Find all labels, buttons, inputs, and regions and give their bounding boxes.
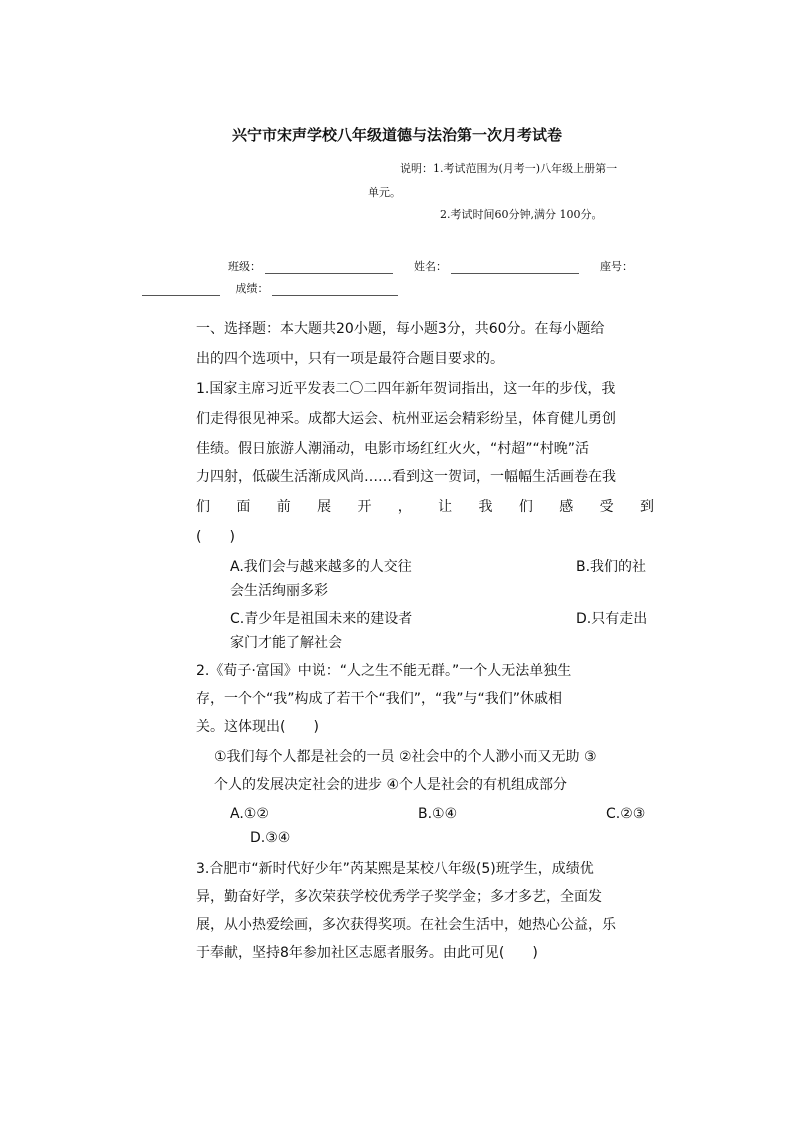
- q1-word: 们: [518, 499, 533, 515]
- class-label: 班级：: [228, 260, 261, 273]
- name-label: 姓名：: [414, 260, 447, 273]
- class-blank[interactable]: [265, 261, 393, 274]
- seat-blank[interactable]: [142, 283, 220, 296]
- name-blank[interactable]: [451, 261, 579, 274]
- q1-option-d[interactable]: D.只有走出: [576, 611, 648, 627]
- q1-word: 开: [357, 499, 372, 515]
- q1-line2: 们走得很见神采。成都大运会、杭州亚运会精彩纷呈，体育健儿勇创: [196, 411, 616, 427]
- q2-option-c[interactable]: C.②③: [606, 806, 646, 822]
- q1-word: 展: [317, 499, 332, 515]
- q2-statement-line2: 个人的发展决定社会的进步 ④个人是社会的有机组成部分: [214, 777, 567, 793]
- q1-word: 面: [236, 499, 251, 515]
- q2-line3: 关。这体现出( ): [196, 719, 319, 735]
- seat-label: 座号：: [600, 260, 633, 273]
- student-info-row2: [142, 280, 398, 296]
- q1-option-b-cont: 会生活绚丽多彩: [230, 583, 328, 599]
- q1-word: 感: [559, 499, 574, 515]
- q1-option-c[interactable]: C.青少年是祖国未来的建设者: [230, 611, 413, 627]
- section-heading-line1: 一、选择题：本大题共20小题，每小题3分，共60分。在每小题给: [196, 321, 605, 337]
- q1-word: 让: [438, 499, 453, 515]
- section-heading-line2: 出的四个选项中，只有一项是最符合题目要求的。: [196, 351, 504, 367]
- q2-line1: 2.《荀子·富国》中说：“人之生不能无群。”一个人无法单独生: [196, 663, 572, 679]
- q1-option-b[interactable]: B.我们的社: [576, 559, 647, 575]
- q1-line1: 1.国家主席习近平发表二〇二四年新年贺词指出，这一年的步伐，我: [196, 381, 616, 397]
- exam-title: 兴宁市宋声学校八年级道德与法治第一次月考试卷: [231, 126, 562, 144]
- q3-line4: 于奉献，坚持8年参加社区志愿者服务。由此可见( ): [196, 945, 538, 961]
- q1-word: 我: [478, 499, 493, 515]
- q3-line2: 异，勤奋好学，多次荣获学校优秀学子奖学金；多才多艺，全面发: [196, 889, 602, 905]
- q1-line4: 力四射，低碳生活渐成风尚……看到这一贺词，一幅幅生活画卷在我: [196, 469, 616, 485]
- q1-word: 们: [196, 499, 210, 515]
- q3-line3: 展，从小热爱绘画，多次获得奖项。在社会生活中，她热心公益，乐: [196, 917, 616, 933]
- q2-option-b[interactable]: B.①④: [418, 806, 458, 822]
- score-blank[interactable]: [272, 283, 398, 296]
- q1-option-d-cont: 家门才能了解社会: [230, 635, 342, 651]
- q1-word: 到: [639, 499, 654, 515]
- q3-line1: 3.合肥市“新时代好少年”芮某熙是某校八年级(5)班学生，成绩优: [196, 861, 594, 877]
- exam-note-line3: 2.考试时间60分钟,满分 100分。: [440, 208, 603, 221]
- q2-statement-line1: ①我们每个人都是社会的一员 ②社会中的个人渺小而又无助 ③: [214, 749, 597, 765]
- q1-answer-paren: ( ): [196, 529, 235, 545]
- q1-word: 受: [599, 499, 614, 515]
- q2-line2: 存，一个个“我”构成了若干个“我们”，“我”与“我们”休戚相: [196, 691, 563, 707]
- score-label: 成绩：: [235, 282, 269, 295]
- q2-option-a[interactable]: A.①②: [230, 806, 269, 822]
- exam-note-line1: 说明：1.考试范围为(月考一)八年级上册第一: [400, 162, 618, 175]
- q1-line3: 佳绩。假日旅游人潮涌动，电影市场红红火火，“村超”“村晚”活: [196, 441, 590, 457]
- q1-line5: [196, 496, 654, 516]
- q1-option-a[interactable]: A.我们会与越来越多的人交往: [230, 559, 412, 575]
- q1-word: ，: [397, 499, 412, 515]
- student-info-row1: [228, 258, 633, 274]
- q1-word: 前: [276, 499, 291, 515]
- q2-option-d[interactable]: D.③④: [250, 830, 291, 846]
- exam-note-line2: 单元。: [368, 186, 401, 199]
